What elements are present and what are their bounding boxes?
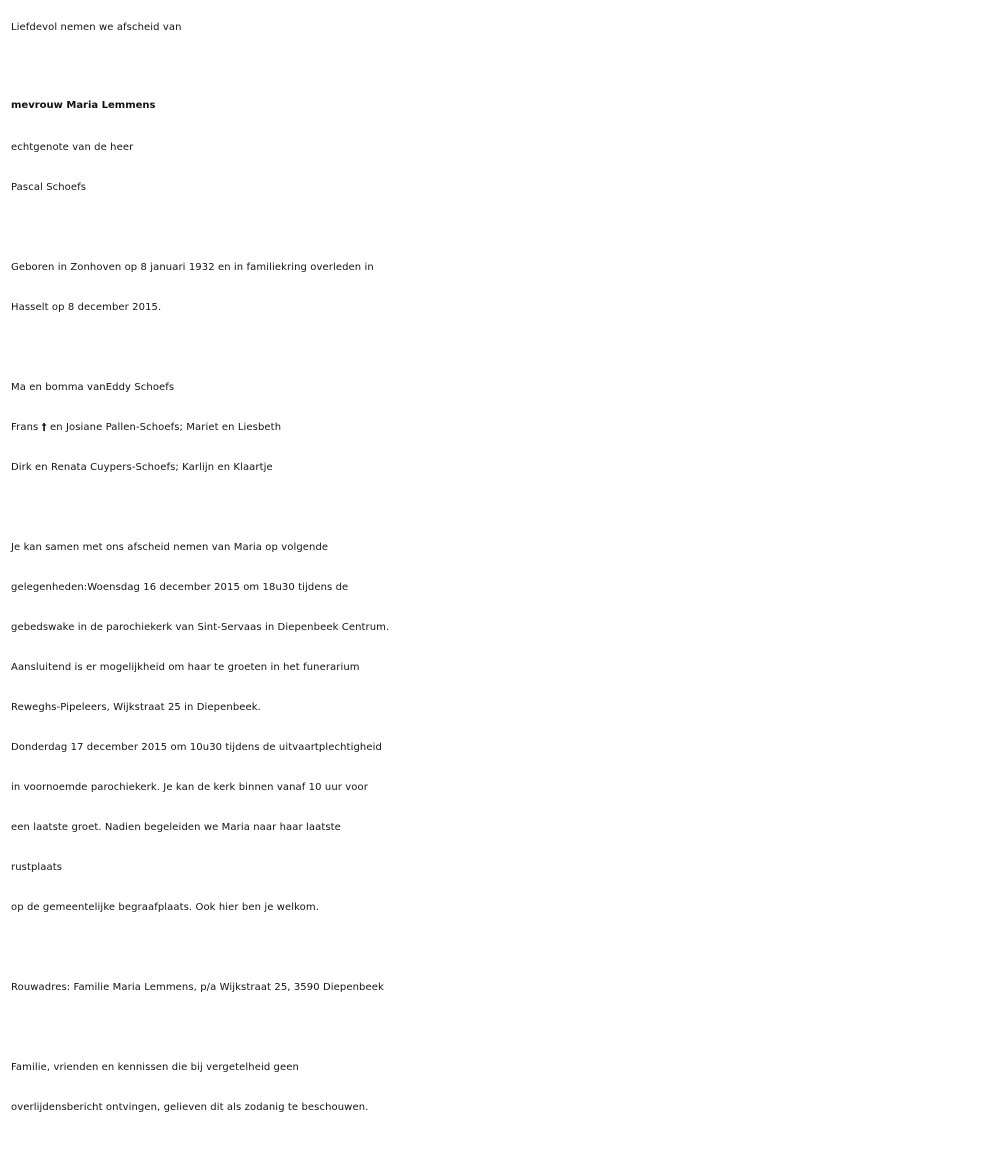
ceremony-line: rustplaats <box>11 862 63 873</box>
closing-line-2: overlijdensbericht ontvingen, gelieven dit als zodanig te beschouwen. <box>11 1102 369 1113</box>
spacer <box>11 488 1000 528</box>
ceremony-line: in voornoemde parochiekerk. Je kan de kerk binnen vanaf 10 uur voor <box>11 782 368 793</box>
deceased-name: mevrouw Maria Lemmens <box>11 100 156 111</box>
closing-line-1: Familie, vrienden en kennissen die bij vergetelheid geen <box>11 1062 299 1073</box>
ceremony-line: gebedswake in de parochiekerk van Sint-Servaas in Diepenbeek Centrum. <box>11 622 390 633</box>
ceremony-line: gelegenheden:Woensdag 16 december 2015 om 18u30 tijdens de <box>11 582 349 593</box>
ceremony-line: een laatste groet. Nadien begeleiden we Maria naar haar laatste <box>11 822 341 833</box>
family-line-1: Ma en bomma vanEddy Schoefs <box>11 382 175 393</box>
spacer <box>11 928 1000 968</box>
spacer <box>11 208 1000 248</box>
family-line-2 <box>11 408 1000 448</box>
ceremony-line: Reweghs-Pipeleers, Wijkstraat 25 in Diepenbeek. <box>11 702 261 713</box>
ceremony-line: Aansluitend is er mogelijkheid om haar te groeten in het funerarium <box>11 662 360 673</box>
birth-death-line-1: Geboren in Zonhoven op 8 januari 1932 en in familiekring overleden in <box>11 262 374 273</box>
intro-text: Liefdevol nemen we afscheid van <box>11 22 182 33</box>
spacer <box>11 328 1000 368</box>
spacer <box>11 1008 1000 1048</box>
ceremony-line: Donderdag 17 december 2015 om 10u30 tijdens de uitvaartplechtigheid <box>11 742 382 753</box>
family-line-2-rest: en Josiane Pallen-Schoefs; Mariet en Liesbeth <box>49 422 282 433</box>
family-line-3: Dirk en Renata Cuypers-Schoefs; Karlijn en Klaartje <box>11 462 273 473</box>
birth-death-line-2: Hasselt op 8 december 2015. <box>11 302 162 313</box>
mourning-address: Rouwadres: Familie Maria Lemmens, p/a Wijkstraat 25, 3590 Diepenbeek <box>11 982 384 993</box>
cross-icon: † <box>41 422 47 433</box>
spouse-line-1: echtgenote van de heer <box>11 142 134 153</box>
family-line-2-name: Frans <box>11 422 39 433</box>
ceremony-line: Je kan samen met ons afscheid nemen van Maria op volgende <box>11 542 329 553</box>
ceremony-line: op de gemeentelijke begraafplaats. Ook hier ben je welkom. <box>11 902 320 913</box>
spouse-line-2: Pascal Schoefs <box>11 182 87 193</box>
